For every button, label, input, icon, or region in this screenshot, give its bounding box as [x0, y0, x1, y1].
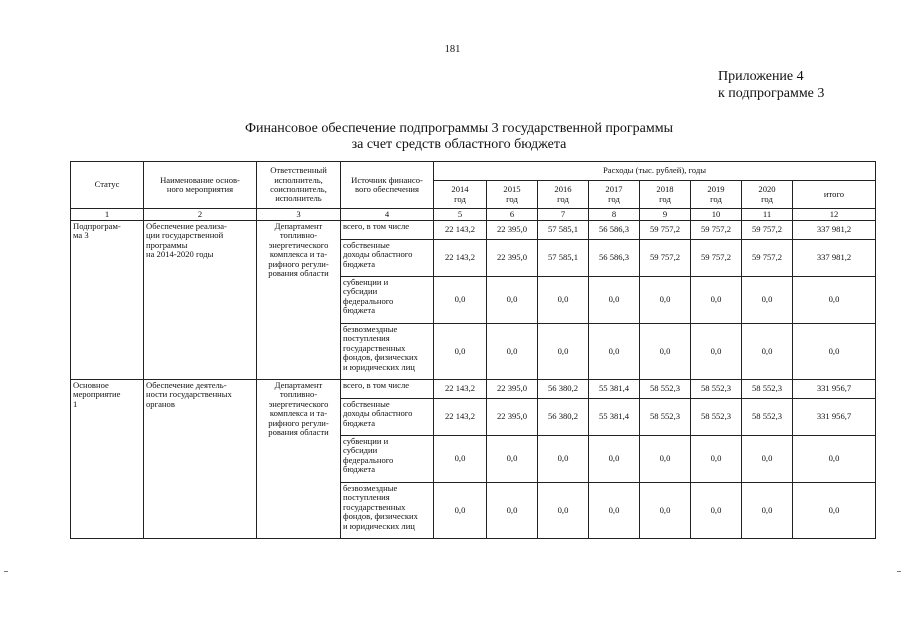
- header-expenses: Расходы (тыс. рублей), годы: [434, 162, 876, 181]
- value-cell: 0,0: [589, 277, 640, 324]
- header-event-name: Наименование основ- ного мероприятия: [144, 162, 257, 209]
- value-cell: 0,0: [589, 324, 640, 380]
- value-cell: 56 586,3: [589, 240, 640, 277]
- value-cell: 337 981,2: [793, 240, 876, 277]
- value-cell: 0,0: [589, 436, 640, 483]
- value-cell: 331 956,7: [793, 380, 876, 399]
- value-cell: 59 757,2: [640, 221, 691, 240]
- value-cell: 22 143,2: [434, 240, 487, 277]
- column-number: 11: [742, 209, 793, 221]
- value-cell: 59 757,2: [691, 240, 742, 277]
- value-cell: 22 395,0: [487, 221, 538, 240]
- value-cell: 59 757,2: [742, 240, 793, 277]
- value-cell: 0,0: [640, 324, 691, 380]
- source-cell: всего, в том числе: [341, 221, 434, 240]
- value-cell: 337 981,2: [793, 221, 876, 240]
- value-cell: 0,0: [742, 277, 793, 324]
- value-cell: 58 552,3: [691, 380, 742, 399]
- appendix-line-2: к подпрограмме 3: [718, 86, 825, 101]
- source-cell: субвенции и субсидии федерального бюджета: [341, 436, 434, 483]
- column-number: 8: [589, 209, 640, 221]
- value-cell: 0,0: [434, 324, 487, 380]
- value-cell: 56 586,3: [589, 221, 640, 240]
- value-cell: 22 395,0: [487, 399, 538, 436]
- column-number: 6: [487, 209, 538, 221]
- header-year-2: 2016 год: [538, 181, 589, 209]
- value-cell: 22 395,0: [487, 380, 538, 399]
- value-cell: 0,0: [487, 483, 538, 539]
- financing-table: [70, 161, 876, 539]
- header-year-0: 2014 год: [434, 181, 487, 209]
- header-year-6: 2020 год: [742, 181, 793, 209]
- value-cell: 0,0: [691, 436, 742, 483]
- value-cell: 0,0: [691, 324, 742, 380]
- value-cell: 55 381,4: [589, 399, 640, 436]
- header-year-5: 2019 год: [691, 181, 742, 209]
- appendix-label: [718, 68, 824, 102]
- value-cell: 0,0: [434, 277, 487, 324]
- value-cell: 0,0: [434, 436, 487, 483]
- value-cell: 0,0: [434, 483, 487, 539]
- value-cell: 22 143,2: [434, 221, 487, 240]
- value-cell: 0,0: [487, 324, 538, 380]
- value-cell: 0,0: [793, 436, 876, 483]
- value-cell: 58 552,3: [640, 399, 691, 436]
- header-year-1: 2015 год: [487, 181, 538, 209]
- value-cell: 0,0: [742, 324, 793, 380]
- table-row: [71, 380, 876, 399]
- value-cell: 0,0: [487, 436, 538, 483]
- value-cell: 22 143,2: [434, 399, 487, 436]
- value-cell: 0,0: [793, 483, 876, 539]
- header-year-4: 2018 год: [640, 181, 691, 209]
- scan-edge-mark-right: [897, 571, 901, 572]
- title-line-2: за счет средств областного бюджета: [351, 136, 567, 152]
- status-cell: Основное мероприятие 1: [71, 380, 144, 539]
- value-cell: 0,0: [640, 436, 691, 483]
- header-year-3: 2017 год: [589, 181, 640, 209]
- table-body: [71, 209, 876, 539]
- event-name-cell: Обеспечение реализа- ции государственной программы на 2014-2020 годы: [144, 221, 257, 380]
- source-cell: безвозмездные поступления государственных фондов, физических и юридических лиц: [341, 483, 434, 539]
- table-row: [71, 221, 876, 240]
- value-cell: 0,0: [538, 277, 589, 324]
- column-number: 7: [538, 209, 589, 221]
- event-name-cell: Обеспечение деятель- ности государственных органов: [144, 380, 257, 539]
- header-status: Статус: [71, 162, 144, 209]
- value-cell: 0,0: [742, 436, 793, 483]
- value-cell: 0,0: [793, 277, 876, 324]
- value-cell: 0,0: [589, 483, 640, 539]
- value-cell: 0,0: [742, 483, 793, 539]
- value-cell: 56 380,2: [538, 380, 589, 399]
- column-number: 3: [257, 209, 341, 221]
- value-cell: 22 395,0: [487, 240, 538, 277]
- header-total: итого: [793, 181, 876, 209]
- title-line-1: Финансовое обеспечение подпрограммы 3 государственной программы: [244, 121, 674, 136]
- column-numbers-row: [71, 209, 876, 221]
- value-cell: 22 143,2: [434, 380, 487, 399]
- value-cell: 59 757,2: [640, 240, 691, 277]
- column-number: 10: [691, 209, 742, 221]
- source-cell: безвозмездные поступления государственных фондов, физических и юридических лиц: [341, 324, 434, 380]
- column-number: 1: [71, 209, 144, 221]
- header-source: Источник финансо- вого обеспечения: [341, 162, 434, 209]
- value-cell: 57 585,1: [538, 221, 589, 240]
- column-number: 9: [640, 209, 691, 221]
- executor-cell: Департамент топливно- энергетического комплекса и та- рифного регули- рования области: [257, 380, 341, 539]
- value-cell: 55 381,4: [589, 380, 640, 399]
- value-cell: 0,0: [691, 483, 742, 539]
- value-cell: 0,0: [640, 277, 691, 324]
- value-cell: 0,0: [538, 483, 589, 539]
- value-cell: 58 552,3: [691, 399, 742, 436]
- value-cell: 56 380,2: [538, 399, 589, 436]
- scan-edge-mark-left: [4, 571, 8, 572]
- value-cell: 0,0: [487, 277, 538, 324]
- table-header: [71, 162, 876, 209]
- document-title: [0, 121, 905, 152]
- value-cell: 58 552,3: [742, 380, 793, 399]
- value-cell: 57 585,1: [538, 240, 589, 277]
- value-cell: 59 757,2: [691, 221, 742, 240]
- value-cell: 0,0: [640, 483, 691, 539]
- header-executor: Ответственный исполнитель, соисполнитель, исполнитель: [257, 162, 341, 209]
- source-cell: собственные доходы областного бюджета: [341, 240, 434, 277]
- column-number: 4: [341, 209, 434, 221]
- value-cell: 331 956,7: [793, 399, 876, 436]
- value-cell: 59 757,2: [742, 221, 793, 240]
- executor-cell: Департамент топливно- энергетического комплекса и та- рифного регули- рования области: [257, 221, 341, 380]
- value-cell: 58 552,3: [640, 380, 691, 399]
- source-cell: собственные доходы областного бюджета: [341, 399, 434, 436]
- column-number: 12: [793, 209, 876, 221]
- source-cell: всего, в том числе: [341, 380, 434, 399]
- value-cell: 0,0: [793, 324, 876, 380]
- value-cell: 0,0: [691, 277, 742, 324]
- value-cell: 0,0: [538, 436, 589, 483]
- value-cell: 58 552,3: [742, 399, 793, 436]
- status-cell: Подпрограм- ма 3: [71, 221, 144, 380]
- source-cell: субвенции и субсидии федерального бюджета: [341, 277, 434, 324]
- page-number: 181: [444, 44, 461, 55]
- column-number: 2: [144, 209, 257, 221]
- column-number: 5: [434, 209, 487, 221]
- appendix-line-1: Приложение 4: [718, 69, 804, 84]
- value-cell: 0,0: [538, 324, 589, 380]
